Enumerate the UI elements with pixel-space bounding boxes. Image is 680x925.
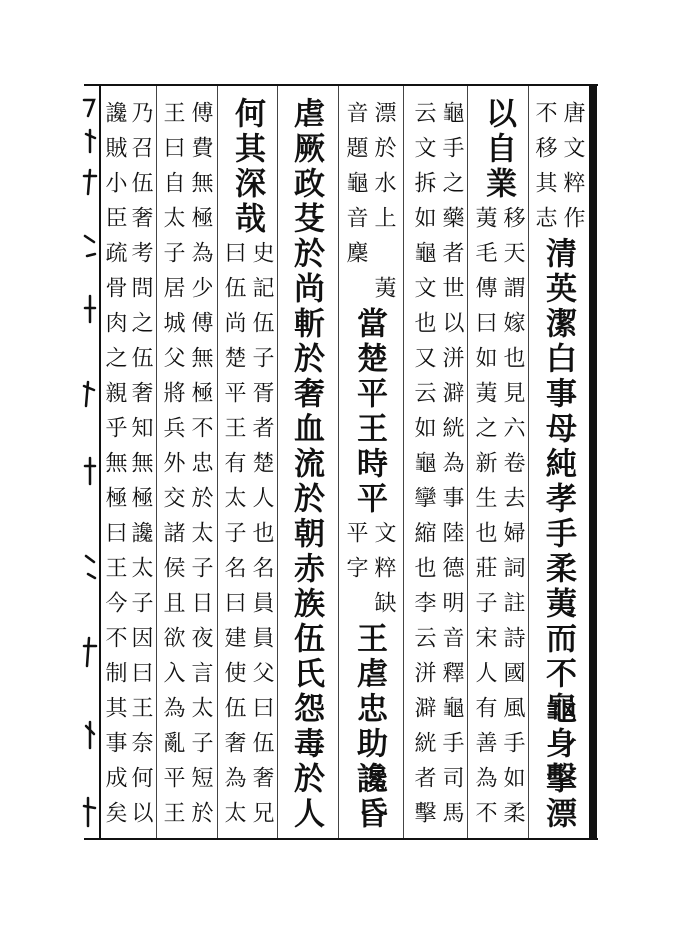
frame-top-border [84, 84, 598, 86]
column-rule [217, 86, 218, 838]
commentary-left: 讒賊小臣疏骨肉之親乎無極曰王今不制其事成矣 [102, 101, 127, 836]
column-rule [277, 86, 278, 838]
commentary-left: 荑毛傳曰如荑之新生也莊子宋人有善為不 [472, 206, 497, 836]
main-text: 清英潔白事母純孝手柔荑而不龜身擊漂 [540, 237, 576, 832]
main-text: 何其深哉 [229, 97, 265, 237]
frame-right-border [589, 84, 597, 840]
commentary-right: 龜手之藥者世以洴澼絖為事陸德明音釋龜手司馬 [439, 101, 464, 836]
cut-off-column-fragments [82, 86, 98, 838]
main-text: 當楚平王時平 [351, 307, 387, 517]
collation-note-right: 唐文粹作 [560, 101, 585, 241]
commentary-right: 漂於水上 荑 [371, 101, 396, 311]
commentary-left: 王曰自太子居城父將兵外交諸侯且欲入為亂平王 [160, 101, 185, 836]
main-text: 王虐忠助讒昏 [351, 622, 387, 832]
commentary-left: 曰伍尚楚平王有太子名曰建使伍奢為太 [221, 241, 246, 836]
column-rule [338, 86, 339, 838]
main-text: 虐厥政芟於尚斬於奢血流於朝赤族伍氏怨毒於人 [288, 97, 324, 832]
frame-left-border [99, 84, 101, 840]
frame-bottom-border [84, 838, 598, 840]
commentary-right: 移天謂嫁也見六卷去婦詞註詩國風手如柔 [500, 206, 525, 836]
collation-note-left: 平字 [343, 521, 368, 591]
column-rule [467, 86, 468, 838]
commentary-left: 音題龜音麇 [343, 101, 368, 276]
collation-note-right: 文粹缺 [371, 521, 396, 626]
main-text: 以自業 [480, 97, 516, 202]
commentary-right: 傅費無極為少傅無極不忠於太子日夜言太子短於 [188, 101, 213, 836]
column-rule [528, 86, 529, 838]
collation-note-left: 不移其志 [532, 101, 557, 241]
column-rule [156, 86, 157, 838]
commentary-right: 乃召伍奢考問之伍奢知無極讒太子因曰王奈何以 [128, 101, 153, 836]
commentary-left: 云文拆如龜文也又云如龜攣縮也李云洴澼絖者擊 [411, 101, 436, 836]
column-rule [403, 86, 404, 838]
commentary-right: 史記伍子胥者楚人也名員員父曰伍奢兄 [249, 241, 274, 836]
